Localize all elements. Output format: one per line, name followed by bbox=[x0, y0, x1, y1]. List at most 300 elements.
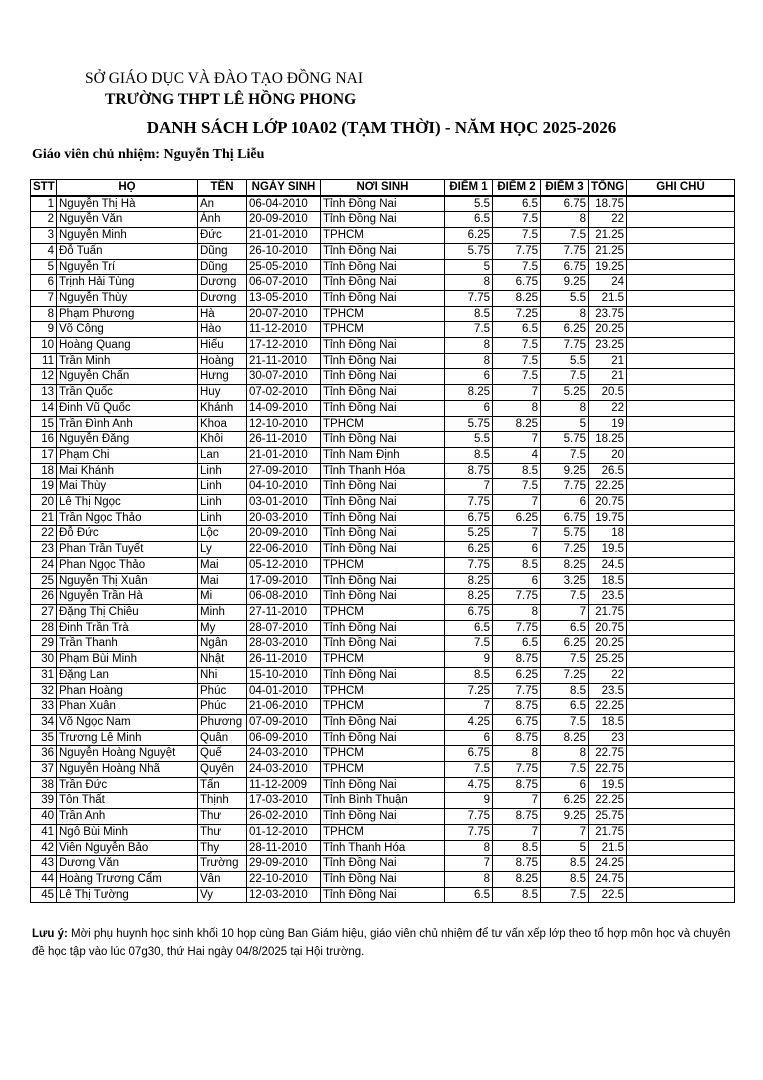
cell-diem-2: 8.5 bbox=[493, 557, 541, 573]
cell-noi-sinh: Tỉnh Đồng Nai bbox=[321, 479, 445, 495]
cell-ten: Thịnh bbox=[198, 793, 247, 809]
cell-ghi-chu bbox=[627, 510, 735, 526]
cell-diem-3: 5.5 bbox=[541, 353, 589, 369]
class-roster-table bbox=[30, 179, 735, 903]
cell-stt: 34 bbox=[31, 714, 57, 730]
cell-diem-1: 5.25 bbox=[445, 526, 493, 542]
cell-diem-3: 6.25 bbox=[541, 322, 589, 338]
cell-ten: Mai bbox=[198, 573, 247, 589]
cell-ho: Trần Đình Anh bbox=[57, 416, 198, 432]
cell-diem-1: 7.75 bbox=[445, 557, 493, 573]
table-row bbox=[31, 871, 735, 887]
cell-diem-2: 7.5 bbox=[493, 479, 541, 495]
cell-ghi-chu bbox=[627, 447, 735, 463]
cell-diem-2: 8.75 bbox=[493, 777, 541, 793]
cell-diem-3: 8.25 bbox=[541, 557, 589, 573]
cell-ghi-chu bbox=[627, 479, 735, 495]
cell-tong: 21.25 bbox=[589, 228, 627, 244]
table-row bbox=[31, 290, 735, 306]
cell-stt: 7 bbox=[31, 290, 57, 306]
cell-ten: Ánh bbox=[198, 212, 247, 228]
cell-ghi-chu bbox=[627, 416, 735, 432]
cell-stt: 31 bbox=[31, 667, 57, 683]
cell-ngay-sinh: 07-09-2010 bbox=[247, 714, 321, 730]
cell-tong: 21.75 bbox=[589, 604, 627, 620]
table-row bbox=[31, 416, 735, 432]
cell-ghi-chu bbox=[627, 699, 735, 715]
cell-ten: Dương bbox=[198, 275, 247, 291]
table-row bbox=[31, 275, 735, 291]
cell-ten: Hào bbox=[198, 322, 247, 338]
cell-ngay-sinh: 29-09-2010 bbox=[247, 856, 321, 872]
cell-stt: 45 bbox=[31, 887, 57, 903]
cell-ghi-chu bbox=[627, 275, 735, 291]
cell-diem-2: 7.75 bbox=[493, 243, 541, 259]
cell-ghi-chu bbox=[627, 338, 735, 354]
table-row bbox=[31, 887, 735, 903]
cell-stt: 29 bbox=[31, 636, 57, 652]
cell-stt: 36 bbox=[31, 746, 57, 762]
cell-stt: 11 bbox=[31, 353, 57, 369]
cell-ghi-chu bbox=[627, 212, 735, 228]
cell-ten: Phương bbox=[198, 714, 247, 730]
cell-ten: Hoàng bbox=[198, 353, 247, 369]
cell-ho: Đỗ Tuấn bbox=[57, 243, 198, 259]
cell-diem-2: 7 bbox=[493, 495, 541, 511]
cell-diem-3: 9.25 bbox=[541, 463, 589, 479]
cell-diem-3: 6.5 bbox=[541, 699, 589, 715]
cell-stt: 40 bbox=[31, 809, 57, 825]
table-row bbox=[31, 699, 735, 715]
table-row bbox=[31, 228, 735, 244]
cell-ten: Linh bbox=[198, 495, 247, 511]
cell-ngay-sinh: 20-07-2010 bbox=[247, 306, 321, 322]
table-row bbox=[31, 746, 735, 762]
cell-ten: Dũng bbox=[198, 243, 247, 259]
cell-stt: 16 bbox=[31, 432, 57, 448]
cell-diem-2: 8.75 bbox=[493, 699, 541, 715]
cell-noi-sinh: Tỉnh Đồng Nai bbox=[321, 259, 445, 275]
cell-tong: 24 bbox=[589, 275, 627, 291]
cell-noi-sinh: Tỉnh Đồng Nai bbox=[321, 777, 445, 793]
cell-noi-sinh: Tỉnh Đồng Nai bbox=[321, 809, 445, 825]
cell-tong: 19.75 bbox=[589, 510, 627, 526]
cell-noi-sinh: Tỉnh Đồng Nai bbox=[321, 542, 445, 558]
cell-ten: Minh bbox=[198, 604, 247, 620]
cell-diem-1: 7 bbox=[445, 699, 493, 715]
cell-ghi-chu bbox=[627, 495, 735, 511]
cell-ten: Nhi bbox=[198, 667, 247, 683]
cell-ghi-chu bbox=[627, 542, 735, 558]
cell-tong: 20.75 bbox=[589, 495, 627, 511]
cell-ghi-chu bbox=[627, 840, 735, 856]
cell-ten: Dương bbox=[198, 290, 247, 306]
cell-noi-sinh: Tỉnh Đồng Nai bbox=[321, 369, 445, 385]
cell-noi-sinh: Tỉnh Đồng Nai bbox=[321, 385, 445, 401]
cell-stt: 43 bbox=[31, 856, 57, 872]
cell-ngay-sinh: 26-02-2010 bbox=[247, 809, 321, 825]
cell-ten: Dũng bbox=[198, 259, 247, 275]
cell-ngay-sinh: 04-01-2010 bbox=[247, 683, 321, 699]
cell-ho: Hoàng Trương Cẩm bbox=[57, 871, 198, 887]
table-row bbox=[31, 542, 735, 558]
cell-ngay-sinh: 24-03-2010 bbox=[247, 762, 321, 778]
table-row bbox=[31, 824, 735, 840]
cell-ngay-sinh: 22-10-2010 bbox=[247, 871, 321, 887]
cell-stt: 12 bbox=[31, 369, 57, 385]
cell-ten: Mi bbox=[198, 589, 247, 605]
cell-ho: Phan Trần Tuyết bbox=[57, 542, 198, 558]
cell-ho: Nguyễn Hoàng Nhã bbox=[57, 762, 198, 778]
table-row bbox=[31, 777, 735, 793]
cell-ngay-sinh: 26-10-2010 bbox=[247, 243, 321, 259]
cell-ghi-chu bbox=[627, 809, 735, 825]
cell-diem-1: 6 bbox=[445, 730, 493, 746]
cell-ngay-sinh: 11-12-2010 bbox=[247, 322, 321, 338]
cell-diem-2: 7.5 bbox=[493, 338, 541, 354]
cell-ten: Lộc bbox=[198, 526, 247, 542]
cell-noi-sinh: Tỉnh Đồng Nai bbox=[321, 196, 445, 212]
table-row bbox=[31, 573, 735, 589]
cell-diem-3: 8 bbox=[541, 400, 589, 416]
cell-noi-sinh: Tỉnh Đồng Nai bbox=[321, 526, 445, 542]
cell-diem-3: 6 bbox=[541, 777, 589, 793]
cell-diem-2: 8.5 bbox=[493, 463, 541, 479]
cell-ho: Nguyễn Thùy bbox=[57, 290, 198, 306]
cell-diem-3: 8 bbox=[541, 212, 589, 228]
col-header-ho: HỌ bbox=[57, 180, 198, 196]
cell-ghi-chu bbox=[627, 306, 735, 322]
cell-diem-3: 7 bbox=[541, 604, 589, 620]
table-row bbox=[31, 620, 735, 636]
cell-ghi-chu bbox=[627, 557, 735, 573]
cell-ngay-sinh: 03-01-2010 bbox=[247, 495, 321, 511]
cell-stt: 4 bbox=[31, 243, 57, 259]
cell-diem-1: 8.25 bbox=[445, 385, 493, 401]
cell-stt: 3 bbox=[31, 228, 57, 244]
cell-diem-3: 7.5 bbox=[541, 228, 589, 244]
cell-noi-sinh: TPHCM bbox=[321, 306, 445, 322]
cell-diem-3: 7.5 bbox=[541, 589, 589, 605]
cell-stt: 33 bbox=[31, 699, 57, 715]
cell-ten: Đức bbox=[198, 228, 247, 244]
cell-diem-1: 7 bbox=[445, 856, 493, 872]
cell-diem-1: 8.75 bbox=[445, 463, 493, 479]
cell-diem-3: 5.75 bbox=[541, 526, 589, 542]
cell-noi-sinh: Tỉnh Thanh Hóa bbox=[321, 463, 445, 479]
cell-ten: Hưng bbox=[198, 369, 247, 385]
cell-noi-sinh: Tỉnh Đồng Nai bbox=[321, 620, 445, 636]
cell-ho: Nguyễn Đăng bbox=[57, 432, 198, 448]
cell-ghi-chu bbox=[627, 526, 735, 542]
cell-tong: 20.25 bbox=[589, 636, 627, 652]
cell-stt: 38 bbox=[31, 777, 57, 793]
table-row bbox=[31, 338, 735, 354]
cell-stt: 25 bbox=[31, 573, 57, 589]
cell-diem-2: 6 bbox=[493, 542, 541, 558]
cell-diem-3: 6.5 bbox=[541, 620, 589, 636]
cell-ho: Phạm Phương bbox=[57, 306, 198, 322]
cell-tong: 23.5 bbox=[589, 683, 627, 699]
table-row bbox=[31, 353, 735, 369]
cell-diem-3: 7.5 bbox=[541, 369, 589, 385]
table-row bbox=[31, 259, 735, 275]
cell-tong: 23.5 bbox=[589, 589, 627, 605]
cell-tong: 24.25 bbox=[589, 856, 627, 872]
table-row bbox=[31, 495, 735, 511]
cell-diem-1: 5.75 bbox=[445, 243, 493, 259]
table-row bbox=[31, 526, 735, 542]
cell-diem-3: 6.75 bbox=[541, 196, 589, 212]
table-row bbox=[31, 479, 735, 495]
cell-diem-2: 6.5 bbox=[493, 322, 541, 338]
cell-ghi-chu bbox=[627, 714, 735, 730]
cell-ghi-chu bbox=[627, 290, 735, 306]
table-row bbox=[31, 510, 735, 526]
cell-diem-2: 7 bbox=[493, 385, 541, 401]
cell-noi-sinh: Tỉnh Đồng Nai bbox=[321, 290, 445, 306]
col-header-diem-2: ĐIỂM 2 bbox=[493, 180, 541, 196]
cell-tong: 21.5 bbox=[589, 290, 627, 306]
cell-diem-2: 8.25 bbox=[493, 871, 541, 887]
document-title: DANH SÁCH LỚP 10A02 (TẠM THỜI) - NĂM HỌC 2025-2026 bbox=[146, 118, 617, 137]
cell-ngay-sinh: 11-12-2009 bbox=[247, 777, 321, 793]
cell-diem-1: 8 bbox=[445, 275, 493, 291]
cell-ngay-sinh: 20-09-2010 bbox=[247, 526, 321, 542]
cell-diem-2: 8.25 bbox=[493, 290, 541, 306]
cell-diem-3: 7 bbox=[541, 824, 589, 840]
cell-ho: Trịnh Hải Tùng bbox=[57, 275, 198, 291]
cell-ten: Khoa bbox=[198, 416, 247, 432]
cell-tong: 23.75 bbox=[589, 306, 627, 322]
cell-ngay-sinh: 13-05-2010 bbox=[247, 290, 321, 306]
cell-noi-sinh: Tỉnh Đồng Nai bbox=[321, 510, 445, 526]
cell-diem-1: 7.75 bbox=[445, 290, 493, 306]
cell-diem-1: 6 bbox=[445, 400, 493, 416]
cell-ten: Quân bbox=[198, 730, 247, 746]
cell-diem-3: 7.5 bbox=[541, 887, 589, 903]
cell-ten: Linh bbox=[198, 463, 247, 479]
cell-ten: An bbox=[198, 196, 247, 212]
cell-noi-sinh: Tỉnh Đồng Nai bbox=[321, 275, 445, 291]
cell-diem-3: 6.75 bbox=[541, 259, 589, 275]
cell-tong: 21.75 bbox=[589, 824, 627, 840]
teacher-name: Nguyễn Thị Liễu bbox=[163, 147, 265, 162]
cell-noi-sinh: TPHCM bbox=[321, 416, 445, 432]
table-row bbox=[31, 447, 735, 463]
cell-tong: 18 bbox=[589, 526, 627, 542]
cell-noi-sinh: Tỉnh Bình Thuận bbox=[321, 793, 445, 809]
cell-diem-3: 5.5 bbox=[541, 290, 589, 306]
cell-diem-1: 6.5 bbox=[445, 887, 493, 903]
table-row bbox=[31, 652, 735, 668]
cell-diem-3: 6.25 bbox=[541, 793, 589, 809]
cell-ngay-sinh: 06-07-2010 bbox=[247, 275, 321, 291]
table-row bbox=[31, 793, 735, 809]
cell-diem-2: 8 bbox=[493, 746, 541, 762]
table-row bbox=[31, 856, 735, 872]
cell-ngay-sinh: 12-03-2010 bbox=[247, 887, 321, 903]
cell-stt: 39 bbox=[31, 793, 57, 809]
cell-ghi-chu bbox=[627, 369, 735, 385]
cell-ghi-chu bbox=[627, 196, 735, 212]
cell-ghi-chu bbox=[627, 683, 735, 699]
cell-diem-3: 7.25 bbox=[541, 667, 589, 683]
cell-diem-1: 8 bbox=[445, 840, 493, 856]
cell-ngay-sinh: 20-03-2010 bbox=[247, 510, 321, 526]
cell-tong: 19.5 bbox=[589, 542, 627, 558]
cell-diem-3: 3.25 bbox=[541, 573, 589, 589]
cell-diem-1: 6.5 bbox=[445, 620, 493, 636]
cell-diem-1: 8.25 bbox=[445, 573, 493, 589]
cell-diem-3: 7.75 bbox=[541, 243, 589, 259]
cell-diem-2: 8.5 bbox=[493, 840, 541, 856]
cell-diem-2: 8.75 bbox=[493, 730, 541, 746]
cell-ho: Đinh Trần Trà bbox=[57, 620, 198, 636]
cell-ten: Ly bbox=[198, 542, 247, 558]
cell-tong: 24.75 bbox=[589, 871, 627, 887]
table-row bbox=[31, 385, 735, 401]
cell-stt: 18 bbox=[31, 463, 57, 479]
cell-ghi-chu bbox=[627, 228, 735, 244]
cell-diem-2: 6.25 bbox=[493, 510, 541, 526]
cell-diem-2: 7.75 bbox=[493, 683, 541, 699]
cell-tong: 18.5 bbox=[589, 573, 627, 589]
cell-ghi-chu bbox=[627, 777, 735, 793]
cell-ngay-sinh: 21-01-2010 bbox=[247, 228, 321, 244]
cell-ho: Trần Quốc bbox=[57, 385, 198, 401]
cell-diem-2: 7.5 bbox=[493, 259, 541, 275]
cell-ghi-chu bbox=[627, 385, 735, 401]
cell-ghi-chu bbox=[627, 824, 735, 840]
cell-diem-1: 8 bbox=[445, 871, 493, 887]
cell-diem-2: 6.75 bbox=[493, 275, 541, 291]
cell-noi-sinh: TPHCM bbox=[321, 604, 445, 620]
cell-diem-1: 9 bbox=[445, 652, 493, 668]
cell-tong: 21 bbox=[589, 353, 627, 369]
cell-diem-3: 6 bbox=[541, 495, 589, 511]
cell-ho: Trần Minh bbox=[57, 353, 198, 369]
cell-stt: 44 bbox=[31, 871, 57, 887]
cell-ten: Linh bbox=[198, 479, 247, 495]
cell-ho: Đặng Lan bbox=[57, 667, 198, 683]
cell-diem-1: 7.75 bbox=[445, 809, 493, 825]
cell-tong: 23 bbox=[589, 730, 627, 746]
cell-ho: Đinh Vũ Quốc bbox=[57, 400, 198, 416]
cell-stt: 6 bbox=[31, 275, 57, 291]
cell-ngay-sinh: 14-09-2010 bbox=[247, 400, 321, 416]
cell-ngay-sinh: 21-11-2010 bbox=[247, 353, 321, 369]
cell-stt: 22 bbox=[31, 526, 57, 542]
cell-ngay-sinh: 24-03-2010 bbox=[247, 746, 321, 762]
table-row bbox=[31, 589, 735, 605]
cell-diem-3: 6.75 bbox=[541, 510, 589, 526]
cell-ho: Đặng Thị Chiêu bbox=[57, 604, 198, 620]
table-row bbox=[31, 369, 735, 385]
cell-tong: 25.25 bbox=[589, 652, 627, 668]
cell-diem-2: 7.5 bbox=[493, 369, 541, 385]
cell-tong: 18.5 bbox=[589, 714, 627, 730]
cell-ten: Hiếu bbox=[198, 338, 247, 354]
cell-diem-2: 7 bbox=[493, 432, 541, 448]
cell-diem-3: 5.25 bbox=[541, 385, 589, 401]
cell-noi-sinh: Tỉnh Đồng Nai bbox=[321, 353, 445, 369]
cell-diem-1: 6 bbox=[445, 369, 493, 385]
cell-tong: 18.25 bbox=[589, 432, 627, 448]
cell-tong: 22 bbox=[589, 400, 627, 416]
cell-ten: Khôi bbox=[198, 432, 247, 448]
cell-diem-3: 7.5 bbox=[541, 652, 589, 668]
table-body bbox=[31, 196, 735, 903]
school-name: TRƯỜNG THPT LÊ HỒNG PHONG bbox=[105, 91, 357, 108]
cell-ten: Linh bbox=[198, 510, 247, 526]
cell-diem-1: 6.25 bbox=[445, 542, 493, 558]
cell-ten: Lan bbox=[198, 447, 247, 463]
org-name: SỞ GIÁO DỤC VÀ ĐÀO TẠO ĐỒNG NAI bbox=[85, 70, 363, 87]
cell-diem-2: 7.25 bbox=[493, 306, 541, 322]
cell-noi-sinh: TPHCM bbox=[321, 824, 445, 840]
cell-stt: 41 bbox=[31, 824, 57, 840]
cell-diem-1: 6.25 bbox=[445, 228, 493, 244]
cell-noi-sinh: TPHCM bbox=[321, 652, 445, 668]
cell-ho: Võ Công bbox=[57, 322, 198, 338]
cell-ho: Đỗ Đức bbox=[57, 526, 198, 542]
cell-diem-3: 5.75 bbox=[541, 432, 589, 448]
cell-diem-2: 8.5 bbox=[493, 887, 541, 903]
cell-diem-1: 6.5 bbox=[445, 212, 493, 228]
cell-diem-2: 4 bbox=[493, 447, 541, 463]
cell-diem-2: 7.75 bbox=[493, 589, 541, 605]
cell-ngay-sinh: 12-10-2010 bbox=[247, 416, 321, 432]
cell-noi-sinh: Tỉnh Nam Định bbox=[321, 447, 445, 463]
cell-ho: Phan Hoàng bbox=[57, 683, 198, 699]
cell-tong: 22 bbox=[589, 212, 627, 228]
table-row bbox=[31, 322, 735, 338]
cell-stt: 37 bbox=[31, 762, 57, 778]
cell-ten: Phúc bbox=[198, 683, 247, 699]
cell-stt: 32 bbox=[31, 683, 57, 699]
cell-diem-3: 7.25 bbox=[541, 542, 589, 558]
cell-ho: Phan Ngọc Thảo bbox=[57, 557, 198, 573]
cell-tong: 20.5 bbox=[589, 385, 627, 401]
cell-noi-sinh: Tỉnh Thanh Hóa bbox=[321, 840, 445, 856]
cell-diem-3: 8.5 bbox=[541, 856, 589, 872]
cell-diem-2: 7 bbox=[493, 526, 541, 542]
col-header-ten: TÊN bbox=[198, 180, 247, 196]
col-header-tong: TỔNG bbox=[589, 180, 627, 196]
cell-diem-1: 7.75 bbox=[445, 495, 493, 511]
cell-noi-sinh: TPHCM bbox=[321, 683, 445, 699]
cell-diem-1: 5.75 bbox=[445, 416, 493, 432]
cell-noi-sinh: TPHCM bbox=[321, 322, 445, 338]
table-row bbox=[31, 243, 735, 259]
cell-diem-1: 4.75 bbox=[445, 777, 493, 793]
cell-ghi-chu bbox=[627, 667, 735, 683]
cell-stt: 27 bbox=[31, 604, 57, 620]
cell-stt: 20 bbox=[31, 495, 57, 511]
cell-stt: 23 bbox=[31, 542, 57, 558]
cell-diem-3: 8 bbox=[541, 746, 589, 762]
cell-ghi-chu bbox=[627, 746, 735, 762]
cell-ghi-chu bbox=[627, 856, 735, 872]
col-header-noi-sinh: NƠI SINH bbox=[321, 180, 445, 196]
cell-diem-3: 7.5 bbox=[541, 762, 589, 778]
cell-stt: 30 bbox=[31, 652, 57, 668]
cell-tong: 19.5 bbox=[589, 777, 627, 793]
cell-noi-sinh: Tỉnh Đồng Nai bbox=[321, 432, 445, 448]
cell-ho: Mai Thùy bbox=[57, 479, 198, 495]
cell-noi-sinh: TPHCM bbox=[321, 762, 445, 778]
